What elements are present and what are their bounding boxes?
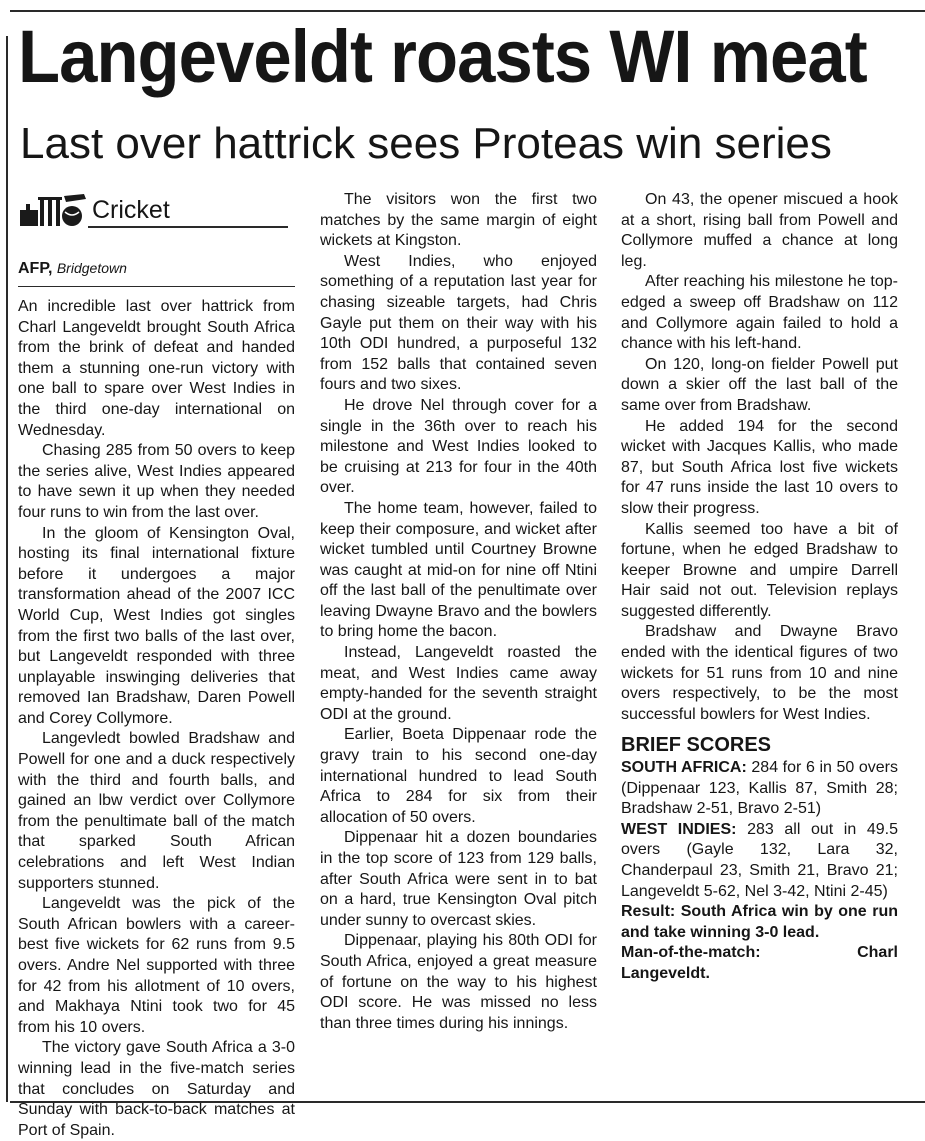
article-paragraph: Chasing 285 from 50 overs to keep the series alive, West Indies appeared to have sewn it up when they needed four runs to win from the last over.	[18, 442, 295, 521]
article-column-1	[18, 297, 295, 1141]
brief-scores-south-africa	[621, 758, 898, 820]
left-rule	[6, 36, 8, 1102]
article-paragraph: The home team, however, failed to keep their composure, and wicket after wicket tumbled until Courtney Browne was caught at mid-on for nine off Ntini off the last ball of the penultimate over leaving Dwayne Bravo and the bowlers to bring home the bacon.	[320, 499, 597, 641]
brief-scores-wi-label: WEST INDIES:	[621, 820, 737, 838]
article-paragraph: He drove Nel through cover for a single in the 36th over to reach his milestone and West Indies looked to be cruising at 213 for four in the 40th over.	[320, 396, 597, 497]
section-logo	[18, 190, 295, 230]
article-paragraph: West Indies, who enjoyed something of a reputation last year for chasing sizeable targets, had Chris Gayle put them on their way with his 10th ODI hundred, a purposeful 132 from 152 balls that contained seven fours and two sixes.	[320, 252, 597, 394]
article-paragraph: In the gloom of Kensington Oval, hosting its final international fixture before it undergoes a major transformation ahead of the 2007 ICC World Cup, West Indies got singles from the first two balls of the last over, but Langeveldt responded with three unplayable inswinging deliveries that removed Ian Bradshaw, Daren Powell and Corey Collymore.	[18, 524, 295, 727]
top-rule	[10, 10, 925, 12]
brief-scores-result: Result: South Africa win by one run and take winning 3-0 lead.	[621, 903, 898, 941]
subheadline: Last over hattrick sees Proteas win series	[20, 119, 832, 168]
headline: Langeveldt roasts WI meat	[18, 15, 867, 98]
byline-place: Bridgetown	[56, 260, 127, 276]
brief-scores-west-indies	[621, 820, 898, 902]
article-column-3	[621, 190, 898, 985]
section-rule	[88, 226, 288, 228]
article-paragraph: Dippenaar hit a dozen boundaries in the top score of 123 from 129 balls, after South Africa were sent in to bat on a hard, true Kensington Oval pitch under sunny to overcast skies.	[320, 829, 597, 929]
brief-scores-man-of-the-match: Man-of-the-match: Charl Langeveldt.	[621, 944, 898, 982]
article-paragraph: The visitors won the first two matches by the same margin of eight wickets at Kingston.	[320, 191, 597, 250]
article-paragraph: Langevledt bowled Bradshaw and Powell for one and a duck respectively with the third and fourth balls, and gained an lbw verdict over Collymore from the penultimate ball of the match that sparked South African celebrations and left West Indian supporters stunned.	[18, 730, 295, 892]
brief-scores-sa-text: 284 for 6 in 50 overs (Dippenaar 123, Kallis 87, Smith 28; Bradshaw 2-51, Bravo 2-51)	[621, 759, 899, 818]
cricket-logo-icon	[18, 190, 88, 228]
article-paragraph: On 120, long-on fielder Powell put down a skier off the last ball of the same over from Bradshaw.	[621, 355, 898, 414]
article-paragraph: After reaching his milestone he top-edged a sweep off Bradshaw on 112 and Collymore again failed to hold a chance with his left-hand.	[621, 273, 898, 353]
brief-scores-wi-text: 283 all out in 49.5 overs (Gayle 132, Lara 32, Chanderpaul 23, Smith 21, Bravo 21; Langeveldt 5-62, Nel 3-42, Ntini 2-45)	[621, 820, 898, 900]
section-label: Cricket	[92, 196, 170, 224]
byline	[18, 260, 295, 278]
brief-scores-title: BRIEF SCORES	[621, 734, 772, 757]
article-paragraph: Earlier, Boeta Dippenaar rode the gravy train to his second one-day international hundred to lead South Africa to 284 for six from their allocation of 50 overs.	[320, 726, 597, 826]
article-paragraph: An incredible last over hattrick from Charl Langeveldt brought South Africa from the brink of defeat and handed them a stunning one-run victory with one ball to spare over West Indies in the third one-day international on Wednesday.	[18, 298, 295, 439]
bottom-rule	[10, 1101, 925, 1103]
article-paragraph: Bradshaw and Dwayne Bravo ended with the identical figures of two wickets for 51 runs from 10 and nine overs respectively, to be the most successful bowlers for West Indies.	[621, 623, 898, 723]
article-paragraph: Dippenaar, playing his 80th ODI for South Africa, enjoyed a great measure of fortune on the way to his highest ODI score. He was missed no less than three times during his innings.	[320, 932, 597, 1032]
article-paragraph: On 43, the opener miscued a hook at a short, rising ball from Powell and Collymore muffed a chance at long leg.	[621, 191, 898, 270]
byline-agency: AFP,	[18, 260, 53, 277]
article-paragraph: Langeveldt was the pick of the South African bowlers with a career-best five wickets for 62 runs from 9.5 overs. Andre Nel supported with three for 42 from his allotment of 10 overs, and Makhaya Ntini took two for 45 from his 10 overs.	[18, 895, 295, 1036]
article-paragraph: The victory gave South Africa a 3-0 winning lead in the five-match series that concludes on Saturday and Sunday with back-to-back matches at Port of Spain.	[18, 1039, 295, 1139]
brief-scores-sa-label: SOUTH AFRICA:	[621, 759, 747, 777]
article-paragraph: Instead, Langeveldt roasted the meat, and West Indies came away empty-handed for the seventh straight ODI at the ground.	[320, 644, 597, 723]
article-paragraph: He added 194 for the second wicket with Jacques Kallis, who made 87, but South Africa lost five wickets for 47 runs inside the last 10 overs to slow their progress.	[621, 417, 898, 517]
article-paragraph: Kallis seemed too have a bit of fortune, when he edged Bradshaw to keeper Browne and umpire Darrell Hair said not out. Television replays suggested differently.	[621, 520, 898, 620]
article-column-2	[320, 190, 597, 1034]
byline-rule	[18, 286, 295, 287]
